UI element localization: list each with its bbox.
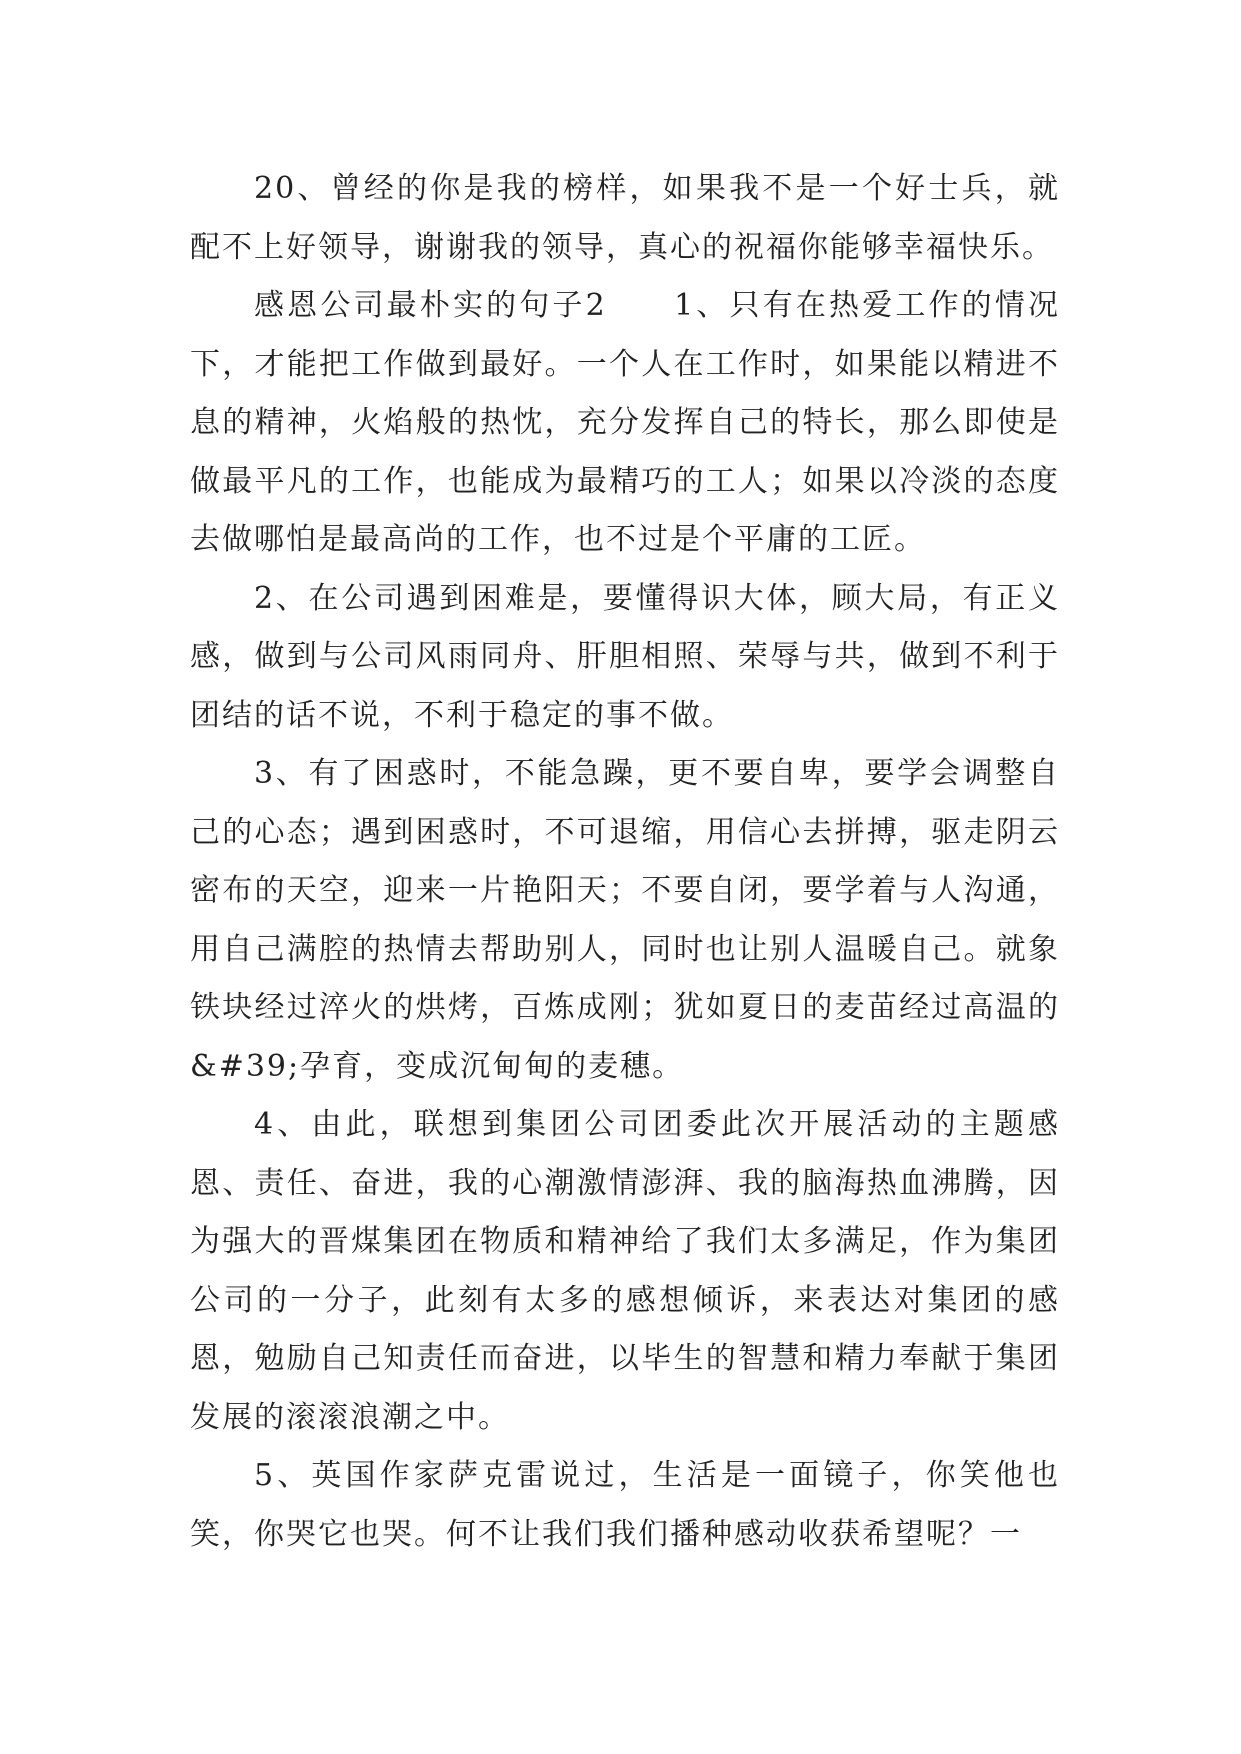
paragraph-gratitude-company-heading: 感恩公司最朴实的句子2 1、只有在热爱工作的情况下，才能把工作做到最好。一个人在工作时，如果能以精进不息的精神，火焰般的热忱，充分发挥自己的特长，那么即使是做最平凡的工作，也能成为最精巧的工人；如果以冷淡的态度去做哪怕是最高尚的工作，也不过是个平庸的工匠。 — [190, 288, 1060, 557]
document-body — [190, 160, 1060, 1564]
paragraph-4-group-theme: 4、由此，联想到集团公司团委此次开展活动的主题感恩、责任、奋进，我的心潮激情澎湃、我的脑海热血沸腾，因为强大的晋煤集团在物质和精神给了我们太多满足，作为集团公司的一分子，此刻有太多的感想倾诉，来表达对集团的感恩，勉励自己知责任而奋进，以毕生的智慧和精力奉献于集团发展的滚滚浪潮之中。 — [190, 1107, 1060, 1435]
paragraph-5-thackeray: 5、英国作家萨克雷说过，生活是一面镜子，你笑他也笑，你哭它也哭。何不让我们我们播种感动收获希望呢？一 — [190, 1458, 1060, 1552]
paragraph-20-role-model: 20、曾经的你是我的榜样，如果我不是一个好士兵，就配不上好领导，谢谢我的领导，真心的祝福你能够幸福快乐。 — [190, 171, 1060, 265]
paragraph-2-difficulties: 2、在公司遇到困难是，要懂得识大体，顾大局，有正义感，做到与公司风雨同舟、肝胆相照、荣辱与共，做到不利于团结的话不说，不利于稳定的事不做。 — [190, 580, 1060, 733]
paragraph-3-confusion: 3、有了困惑时，不能急躁，更不要自卑，要学会调整自己的心态；遇到困惑时，不可退缩，用信心去拼搏，驱走阴云密布的天空，迎来一片艳阳天；不要自闭，要学着与人沟通，用自己满腔的热情去帮助别人，同时也让别人温暖自己。就象铁块经过淬火的烘烤，百炼成刚；犹如夏日的麦苗经过高温的&#39;孕育，变成沉甸甸的麦穗。 — [190, 756, 1060, 1084]
